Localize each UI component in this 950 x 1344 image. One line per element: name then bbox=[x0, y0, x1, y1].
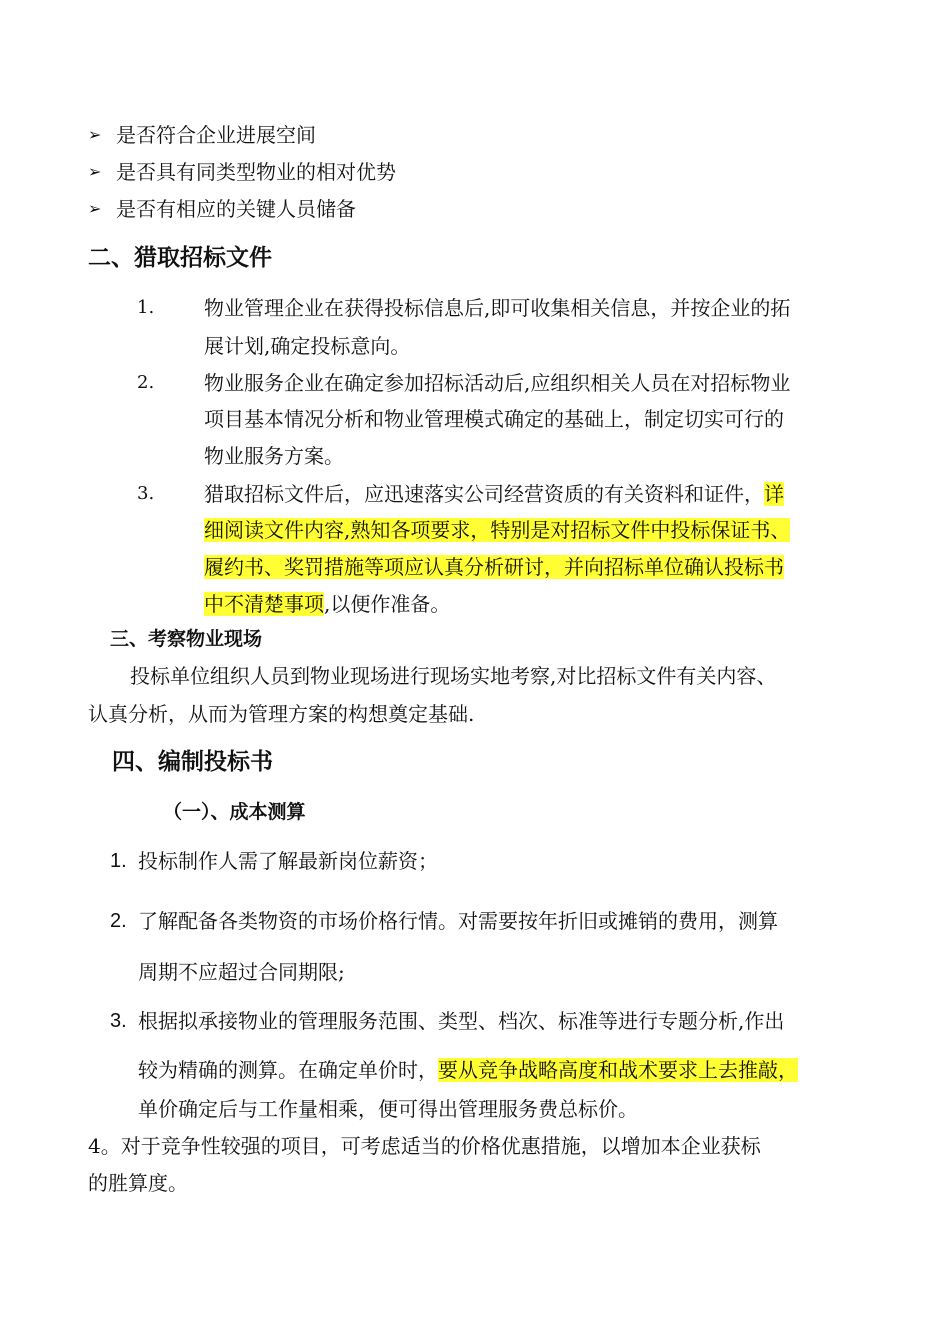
paragraph-line: 物业服务企业在确定参加招标活动后,应组织相关人员在对招标物业 bbox=[204, 371, 791, 395]
highlighted-text: 细阅读文件内容,熟知各项要求，特别是对招标文件中投标保证书、 bbox=[204, 518, 791, 542]
list-number: 3. bbox=[137, 483, 155, 504]
highlighted-text: 中不清楚事项 bbox=[204, 592, 324, 616]
paragraph-line bbox=[204, 516, 790, 544]
paragraph-line: 周期不应超过合同期限; bbox=[138, 960, 345, 984]
paragraph-line: 物业管理企业在获得投标信息后,即可收集相关信息，并按企业的拓 bbox=[204, 296, 791, 320]
paragraph-line: 展计划,确定投标意向。 bbox=[204, 334, 411, 358]
list-number: 2. bbox=[110, 910, 127, 932]
list-number: 1. bbox=[110, 850, 127, 872]
bullet-item: 是否具有同类型物业的相对优势 bbox=[116, 160, 396, 184]
paragraph-line bbox=[204, 480, 784, 508]
paragraph-line: 了解配备各类物资的市场价格行情。对需要按年折旧或摊销的费用，测算 bbox=[138, 909, 778, 933]
section-heading: 二、猎取招标文件 bbox=[88, 245, 272, 271]
bullet-item: 是否有相应的关键人员储备 bbox=[116, 197, 356, 221]
paragraph-line: 的胜算度。 bbox=[88, 1171, 188, 1195]
bullet-item: 是否符合企业进展空间 bbox=[116, 123, 316, 147]
bullet-arrow-icon: ➢ bbox=[88, 125, 102, 144]
section-heading: 三、考察物业现场 bbox=[110, 628, 263, 650]
paragraph-line: 投标单位组织人员到物业现场进行现场实地考察,对比招标文件有关内容、 bbox=[130, 664, 777, 688]
list-number: 2. bbox=[137, 372, 155, 393]
paragraph-line: 单价确定后与工作量相乘，便可得出管理服务费总标价。 bbox=[138, 1097, 638, 1121]
paragraph-line bbox=[204, 553, 784, 581]
bullet-arrow-icon: ➢ bbox=[88, 199, 102, 218]
paragraph-line: 根据拟承接物业的管理服务范围、类型、档次、标准等进行专题分析,作出 bbox=[138, 1009, 785, 1033]
bullet-arrow-icon: ➢ bbox=[88, 162, 102, 181]
highlighted-text: 履约书、奖罚措施等项应认真分析研讨，并向招标单位确认投标书 bbox=[204, 555, 784, 579]
section-heading: 四、编制投标书 bbox=[112, 749, 273, 775]
paragraph-line: 物业服务方案。 bbox=[204, 444, 344, 468]
list-number: 1. bbox=[137, 297, 155, 318]
paragraph-line: 项目基本情况分析和物业管理模式确定的基础上，制定切实可行的 bbox=[204, 407, 784, 431]
plain-text: 较为精确的测算。在确定单价时， bbox=[138, 1058, 438, 1082]
highlighted-text: 要从竞争战略高度和战术要求上去推敲， bbox=[438, 1058, 798, 1082]
paragraph-line: 4。对于竞争性较强的项目，可考虑适当的价格优惠措施，以增加本企业获标 bbox=[88, 1134, 761, 1158]
plain-text: ,以便作准备。 bbox=[324, 592, 451, 616]
highlighted-text: 详 bbox=[764, 482, 784, 506]
sub-heading: （一）、成本测算 bbox=[163, 801, 306, 823]
paragraph-line bbox=[204, 590, 450, 618]
list-number: 3. bbox=[110, 1010, 127, 1032]
paragraph-line: 认真分析，从而为管理方案的构想奠定基础. bbox=[88, 702, 475, 726]
paragraph-line: 投标制作人需了解最新岗位薪资； bbox=[138, 849, 438, 873]
paragraph-line bbox=[138, 1056, 798, 1084]
plain-text: 猎取招标文件后，应迅速落实公司经营资质的有关资料和证件， bbox=[204, 482, 764, 506]
